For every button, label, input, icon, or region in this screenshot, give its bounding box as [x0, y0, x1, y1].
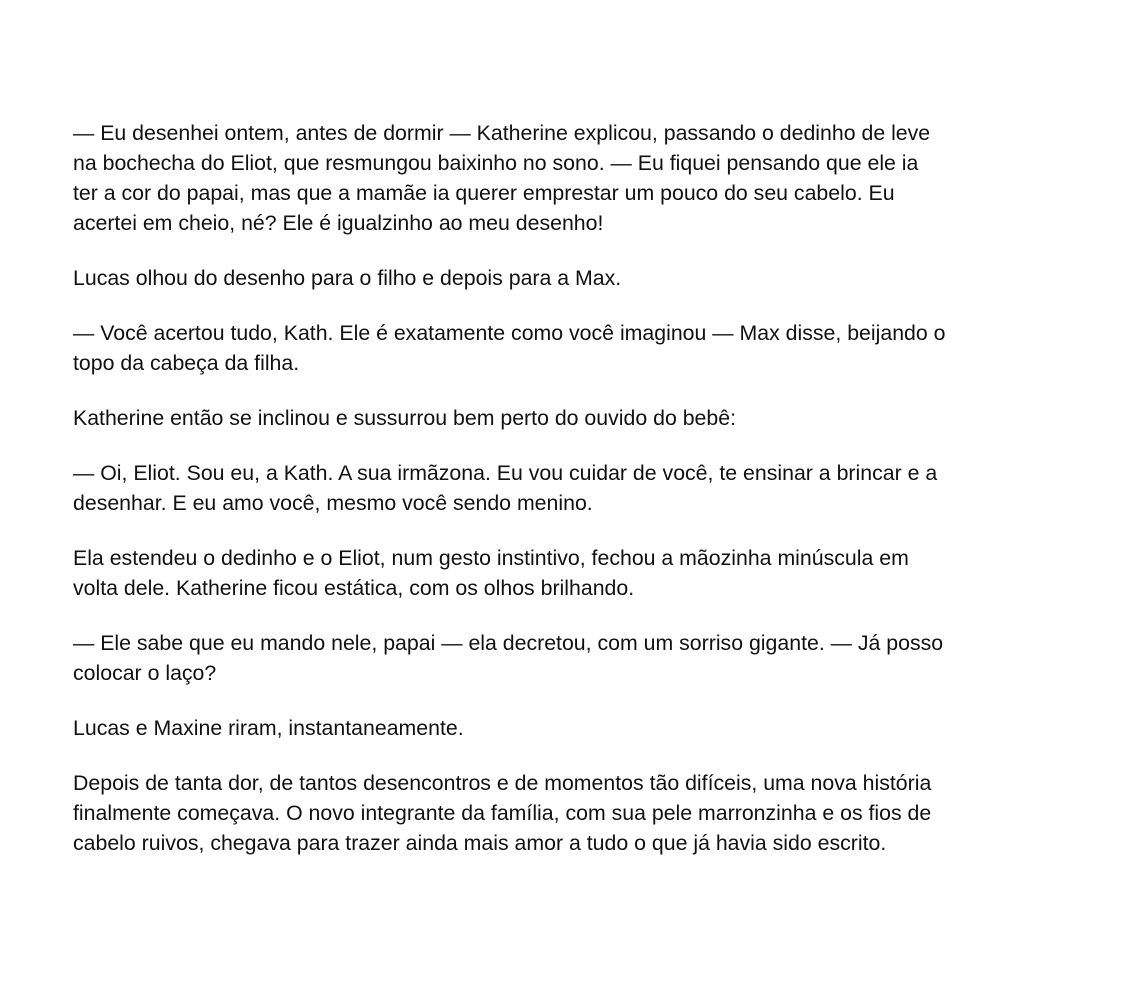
paragraph: [73, 403, 1033, 433]
paragraph: [73, 628, 1033, 688]
text-line: volta dele. Katherine ficou estática, com os olhos brilhando.: [73, 576, 635, 600]
text-line: — Você acertou tudo, Kath. Ele é exatamente como você imaginou — Max disse, beijando o: [73, 321, 946, 345]
paragraph: [73, 713, 1033, 743]
paragraph: [73, 263, 1033, 293]
text-line: Lucas olhou do desenho para o filho e depois para a Max.: [73, 266, 622, 290]
text-line: Lucas e Maxine riram, instantaneamente.: [73, 716, 464, 740]
text-line: — Ele sabe que eu mando nele, papai — ela decretou, com um sorriso gigante. — Já posso: [73, 631, 944, 655]
text-line: finalmente começava. O novo integrante da família, com sua pele marronzinha e os fios de: [73, 801, 932, 825]
text-line: ter a cor do papai, mas que a mamãe ia querer emprestar um pouco do seu cabelo. Eu: [73, 181, 895, 205]
text-line: colocar o laço?: [73, 661, 217, 685]
text-line: Katherine então se inclinou e sussurrou bem perto do ouvido do bebê:: [73, 406, 737, 430]
text-line: Ela estendeu o dedinho e o Eliot, num gesto instintivo, fechou a mãozinha minúscula em: [73, 546, 909, 570]
paragraph: [73, 768, 1033, 858]
paragraph: [73, 118, 1033, 238]
text-line: Depois de tanta dor, de tantos desencontros e de momentos tão difíceis, uma nova história: [73, 771, 932, 795]
paragraph: [73, 318, 1033, 378]
text-line: desenhar. E eu amo você, mesmo você sendo menino.: [73, 491, 593, 515]
text-body: [73, 118, 1033, 883]
text-line: topo da cabeça da filha.: [73, 351, 300, 375]
paragraph: [73, 543, 1033, 603]
text-line: cabelo ruivos, chegava para trazer ainda mais amor a tudo o que já havia sido escrito.: [73, 831, 887, 855]
text-line: — Oi, Eliot. Sou eu, a Kath. A sua irmãzona. Eu vou cuidar de você, te ensinar a brincar e a: [73, 461, 938, 485]
text-line: na bochecha do Eliot, que resmungou baixinho no sono. — Eu fiquei pensando que ele ia: [73, 151, 919, 175]
text-line: — Eu desenhei ontem, antes de dormir — Katherine explicou, passando o dedinho de leve: [73, 121, 931, 145]
paragraph: [73, 458, 1033, 518]
text-line: acertei em cheio, né? Ele é igualzinho ao meu desenho!: [73, 211, 604, 235]
